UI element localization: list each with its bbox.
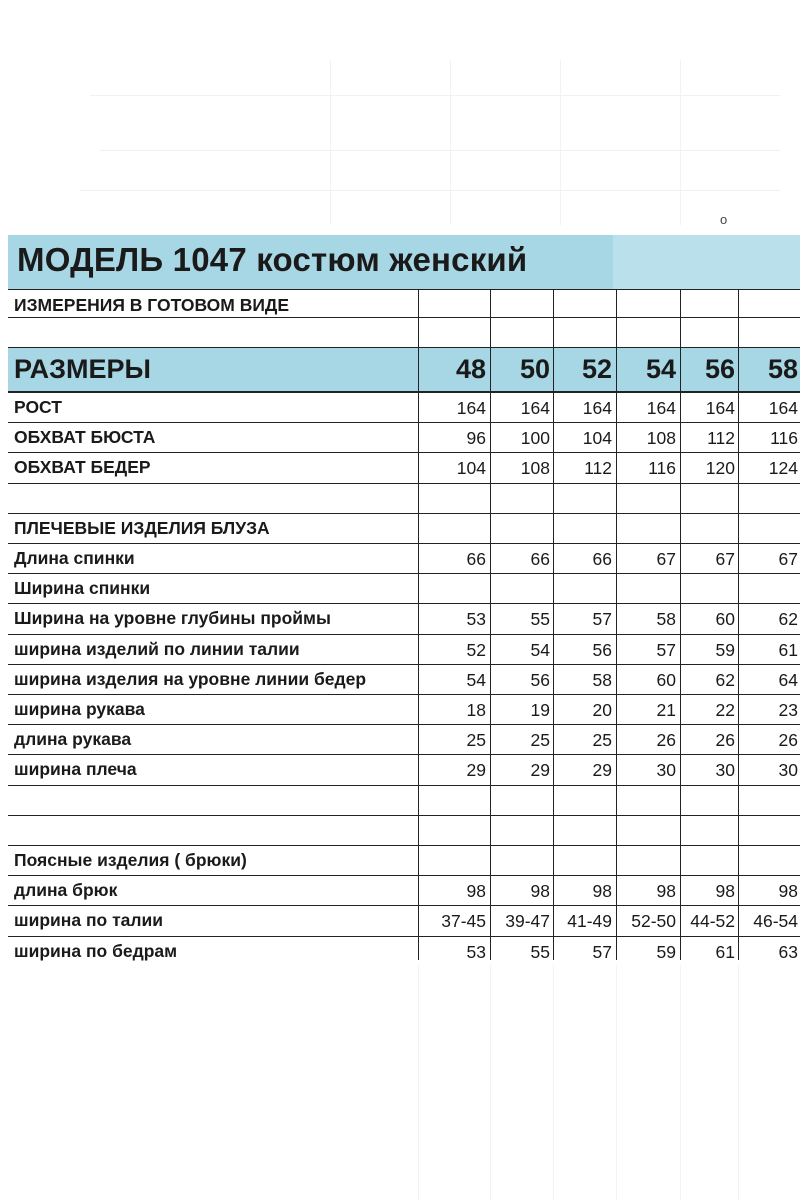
table-cell: 26: [656, 730, 676, 751]
table-cell: 25: [592, 730, 612, 751]
table-cell: 56: [530, 669, 550, 690]
row-label: длина брюк: [14, 880, 118, 901]
table-cell: 22: [715, 700, 735, 720]
table-cell: 67: [715, 549, 735, 569]
table-cell: 20: [592, 700, 612, 720]
table-cell: 46-54: [753, 911, 798, 932]
row-label: Длина спинки: [14, 548, 135, 568]
table-cell: 56: [592, 639, 612, 660]
table-cell: 96: [466, 428, 486, 449]
table-cell: 58: [592, 669, 612, 690]
table-cell: 164: [520, 398, 550, 418]
table-cell: 98: [530, 881, 550, 902]
table-cell: 66: [530, 549, 550, 569]
table-cell: 164: [705, 398, 735, 418]
table-cell: 116: [648, 458, 676, 479]
table-cell: 164: [646, 398, 676, 418]
size-header-cell: 52: [581, 354, 612, 384]
table-cell: 19: [530, 700, 550, 720]
size-header-cell: 54: [645, 354, 676, 384]
table-cell: 104: [456, 458, 486, 479]
table-cell: 29: [592, 760, 612, 781]
table-cell: 63: [778, 941, 798, 962]
size-header-cell: 50: [519, 354, 550, 384]
row-label: Поясные изделия ( брюки): [14, 850, 247, 870]
table-cell: 18: [466, 700, 486, 720]
table-cell: 55: [530, 941, 550, 962]
row-label: Ширина спинки: [14, 578, 151, 599]
table-cell: 108: [646, 428, 676, 449]
size-header-cell: 48: [455, 354, 486, 384]
table-cell: 57: [592, 941, 612, 962]
table-subtitle: ИЗМЕРЕНИЯ В ГОТОВОМ ВИДЕ: [14, 295, 290, 315]
table-cell: 25: [530, 730, 550, 751]
size-header-cell: 58: [767, 354, 798, 384]
table-cell: 59: [715, 639, 735, 660]
table-cell: 25: [466, 730, 486, 751]
table-cell: 57: [592, 609, 612, 630]
table-cell: 62: [778, 609, 798, 630]
table-cell: 98: [715, 881, 735, 902]
table-cell: 61: [715, 941, 735, 962]
sizes-label: РАЗМЕРЫ: [14, 354, 151, 384]
table-cell: 29: [466, 760, 486, 781]
row-label: ПЛЕЧЕВЫЕ ИЗДЕЛИЯ БЛУЗА: [14, 517, 270, 538]
row-label: ОБХВАТ БЮСТА: [14, 427, 156, 448]
row-label: длина рукава: [14, 729, 132, 750]
table-cell: 30: [656, 760, 676, 781]
table-cell: 98: [466, 881, 486, 902]
row-label: ширина изделия на уровне линии бедер: [14, 668, 367, 689]
table-cell: 54: [530, 639, 550, 660]
table-cell: 67: [778, 549, 798, 569]
table-cell: 64: [778, 669, 798, 690]
faded-background-header: [0, 0, 800, 225]
table-cell: 98: [592, 881, 612, 902]
table-cell: 100: [520, 428, 550, 449]
row-label: ОБХВАТ БЕДЕР: [14, 457, 151, 478]
table-cell: 67: [656, 549, 676, 569]
table-cell: 164: [582, 398, 612, 418]
table-cell: 60: [715, 609, 735, 630]
table-cell: 112: [584, 458, 612, 479]
table-cell: 30: [778, 760, 798, 781]
table-cell: 112: [707, 428, 735, 449]
table-cell: 66: [466, 549, 486, 569]
row-label: ширина по талии: [14, 910, 164, 931]
table-cell: 52-50: [631, 911, 676, 932]
table-cell: 120: [705, 458, 735, 479]
row-label: ширина изделий по линии талии: [14, 638, 300, 659]
size-header-cell: 56: [704, 354, 735, 384]
table-cell: 44-52: [690, 911, 735, 932]
table-cell: 164: [456, 398, 486, 418]
table-cell: 66: [592, 549, 612, 569]
table-cell: 39-47: [505, 911, 550, 932]
page-title: МОДЕЛЬ 1047 костюм женский: [17, 241, 528, 278]
table-cell: 58: [656, 609, 676, 630]
cell-fragment: o: [720, 212, 728, 225]
table-cell: 23: [778, 700, 798, 720]
table-cell: 26: [715, 730, 735, 751]
table-cell: 61: [778, 639, 798, 660]
table-cell: 98: [656, 881, 676, 902]
table-cell: 98: [778, 881, 798, 902]
table-cell: 164: [768, 398, 798, 418]
row-label: ширина плеча: [14, 759, 137, 780]
table-cell: 53: [466, 941, 486, 962]
table-cell: 26: [778, 730, 798, 751]
table-cell: 59: [656, 941, 676, 962]
table-cell: 29: [530, 760, 550, 781]
table-cell: 30: [715, 760, 735, 781]
table-cell: 108: [520, 458, 550, 479]
table-cell: 104: [582, 428, 612, 449]
table-cell: 55: [530, 609, 550, 630]
table-cell: 57: [656, 639, 676, 660]
table-cell: 54: [466, 669, 486, 690]
table-cell: 37-45: [441, 911, 486, 932]
table-cell: 60: [656, 669, 676, 690]
table-cell: 116: [770, 428, 798, 449]
table-cell: 62: [715, 669, 735, 690]
row-label: ширина рукава: [14, 699, 145, 719]
row-label: РОСТ: [14, 397, 62, 417]
table-cell: 41-49: [567, 911, 612, 932]
row-label: Ширина на уровне глубины проймы: [14, 608, 331, 629]
table-cell: 21: [656, 700, 676, 720]
table-cell: 124: [768, 458, 798, 479]
table-cell: 53: [466, 609, 486, 630]
size-chart-table: [0, 235, 800, 965]
row-label: ширина по бедрам: [14, 940, 178, 961]
table-cell: 52: [466, 639, 486, 660]
